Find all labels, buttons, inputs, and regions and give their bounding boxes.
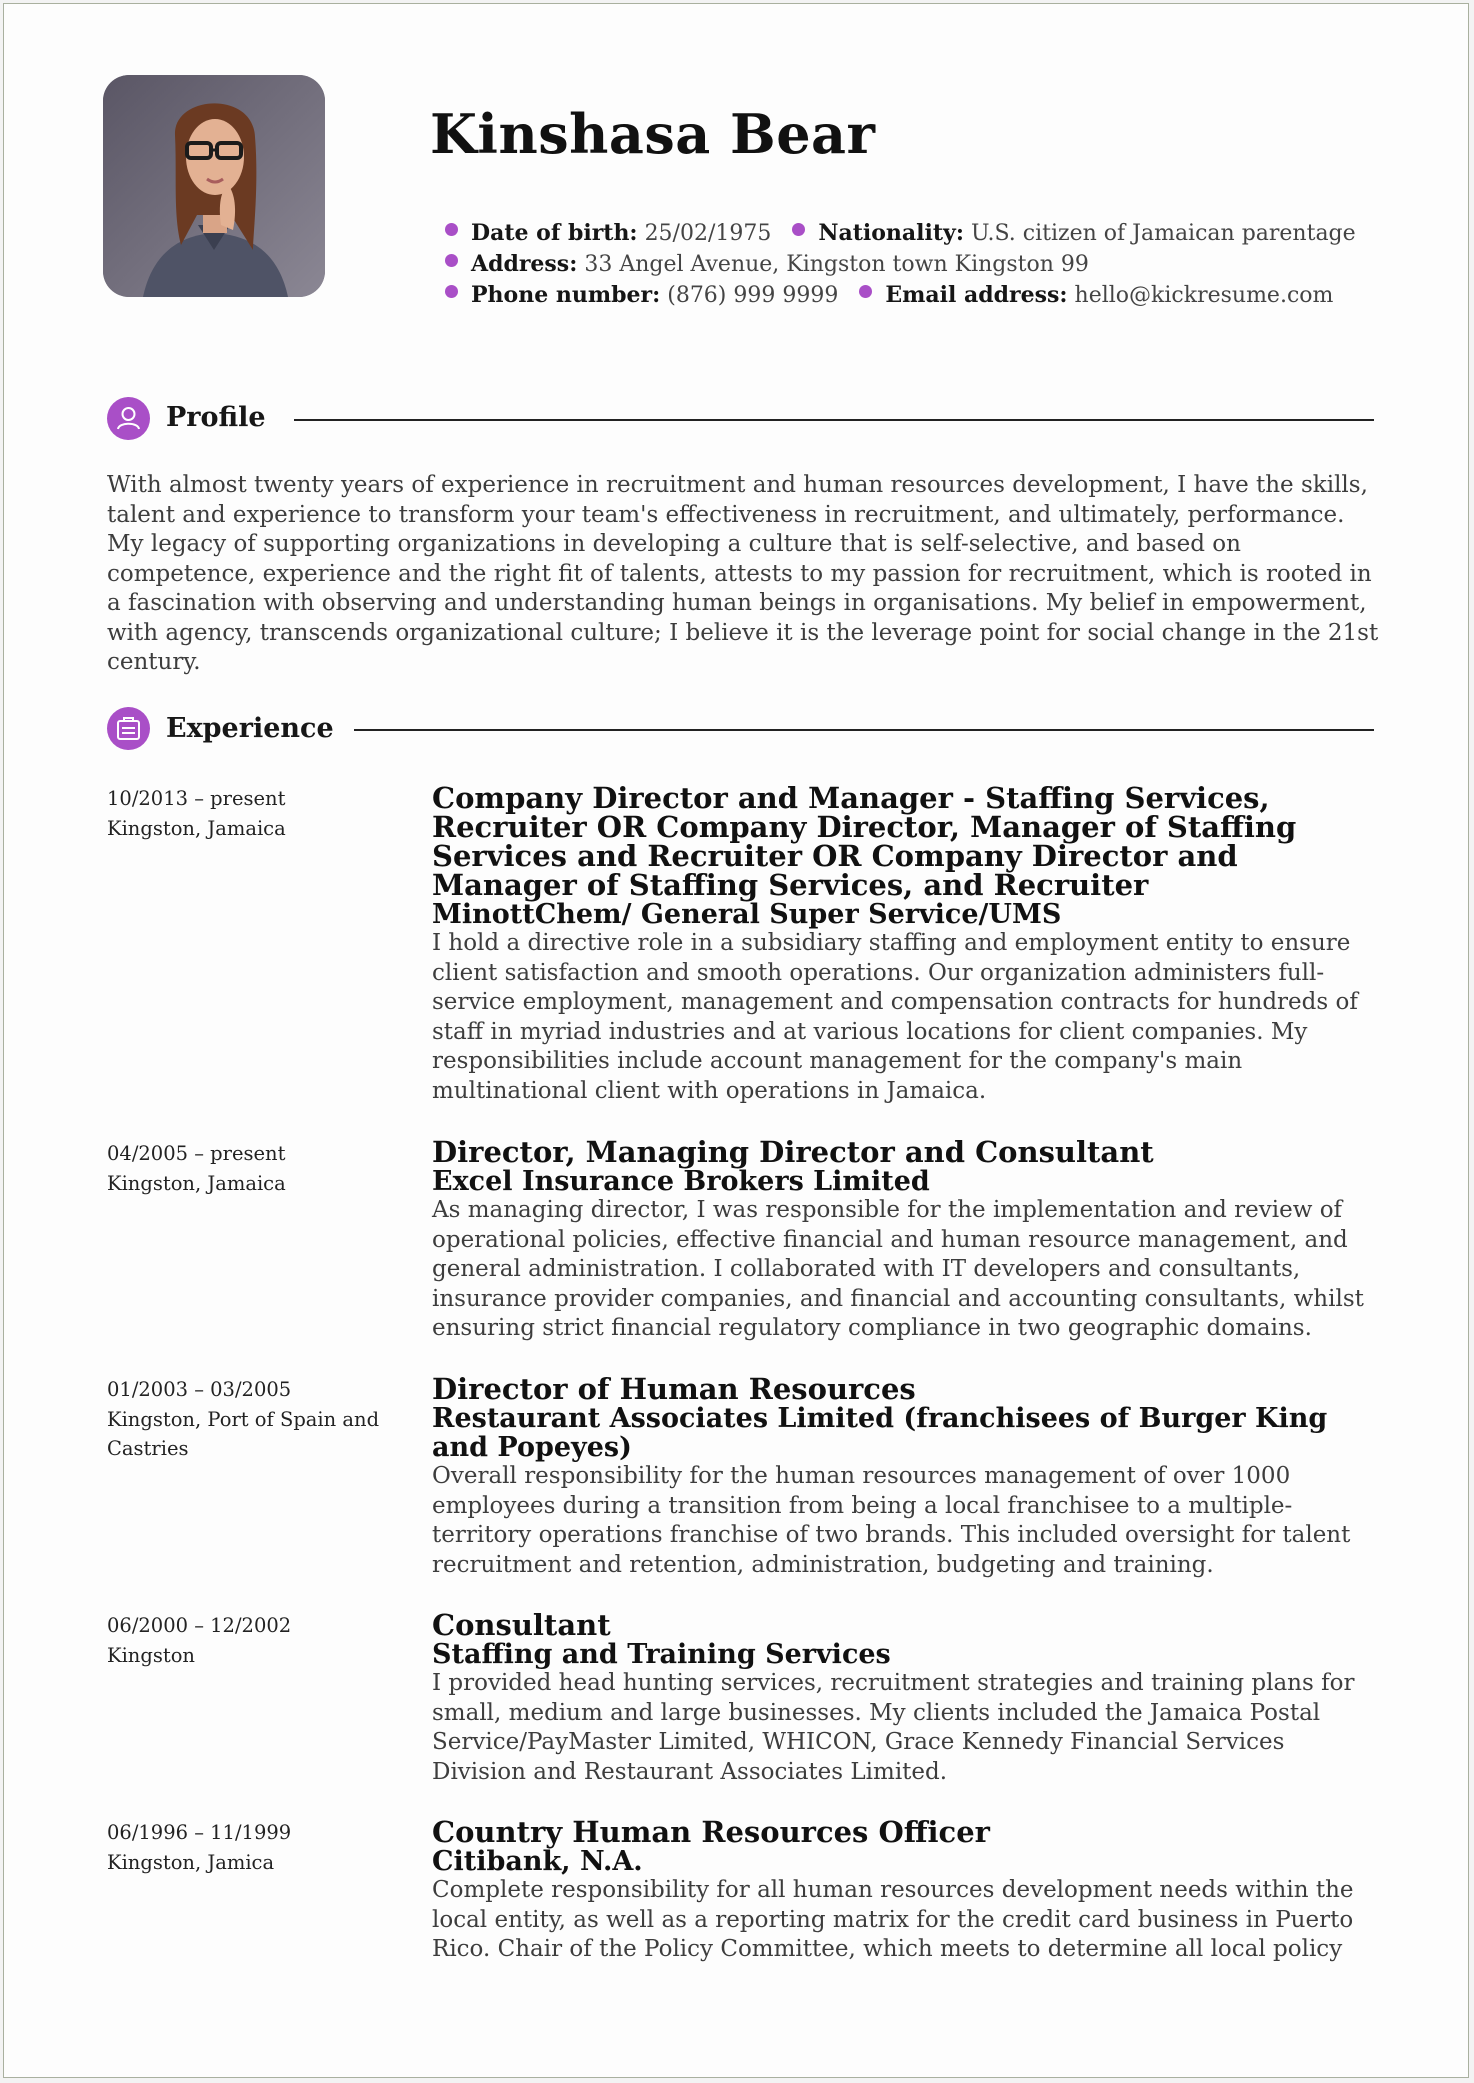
resume-page [3,3,1469,2078]
briefcase-icon [107,707,150,750]
job-title: Director of Human Resources [432,1372,916,1406]
section-title-profile: Profile [166,402,266,433]
company-name: Excel Insurance Brokers Limited [432,1166,930,1197]
bullet-dot-icon [445,285,458,298]
experience-entry [432,781,1377,1106]
experience-location: Kingston [107,1643,195,1667]
address-label: Address: [471,251,578,277]
phone-label: Phone number: [471,282,661,308]
job-description: I provided head hunting services, recruitment strategies and training plans for small, medium and large businesses. My clients included the Jamaica Postal Service/PayMaster Limited, WHICON, Grace Kennedy Financial Services Division and Restaurant Associates Limited. [432,1670,1355,1785]
profile-photo [103,75,325,297]
contact-row-2 [445,249,1356,280]
company-name: Citibank, N.A. [432,1846,643,1877]
experience-location: Kingston, Jamica [107,1850,275,1874]
nationality-value: U.S. citizen of Jamaican parentage [970,221,1356,246]
job-title: Director, Managing Director and Consultant [432,1135,1154,1169]
nationality-label: Nationality: [818,220,964,246]
experience-dates: 10/2013 – present [107,787,286,810]
section-divider [294,419,1374,421]
experience-meta [107,1818,397,1877]
email-value[interactable]: hello@kickresume.com [1074,283,1334,308]
experience-location: Kingston, Jamaica [107,1171,286,1195]
bullet-dot-icon [445,223,458,236]
bullet-dot-icon [445,254,458,267]
phone-value[interactable]: (876) 999 9999 [667,283,839,308]
experience-meta [107,1139,397,1198]
job-description: Overall responsibility for the human resources management of over 1000 employees during a transition from being a local franchisee to a multiple-territory operations franchise of two brands. This included oversight for talent recruitment and retention, administration, budgeting and training. [432,1463,1351,1578]
job-description: As managing director, I was responsible for the implementation and review of operational policies, effective financial and human resource management, and general administration. I collaborated with IT developers and consultants, insurance provider companies, and financial and accounting consultants, whilst ensuring strict financial regulatory compliance in two geographic domains. [432,1197,1364,1341]
candidate-name: Kinshasa Bear [430,102,876,166]
experience-entry [432,1372,1377,1580]
job-description: Complete responsibility for all human resources development needs within the local entity, as well as a reporting matrix for the credit card business in Puerto Rico. Chair of the Policy Committee, which meets to determine all local policy [432,1877,1354,1962]
experience-entry [432,1135,1377,1344]
dob-value: 25/02/1975 [644,221,772,246]
dob-label: Date of birth: [471,220,638,246]
experience-entry [432,1815,1377,1965]
company-name: MinottChem/ General Super Service/UMS [432,899,1062,930]
section-title-experience: Experience [166,713,334,744]
experience-meta [107,1611,397,1670]
experience-dates: 01/2003 – 03/2005 [107,1378,292,1401]
bullet-dot-icon [859,285,872,298]
experience-entry [432,1608,1377,1787]
email-label: Email address: [885,282,1068,308]
profile-summary: With almost twenty years of experience in recruitment and human resources development, I have the skills, talent and experience to transform your team's effectiveness in recruitment, and ultimately, performance. My legacy of supporting organizations in developing a culture that is self-selective, and based on competence, experience and the right fit of talents, attests to my passion for recruitment, which is rooted in a fascination with observing and understanding human beings in organisations. My belief in empowerment, with agency, transcends organizational culture; I believe it is the leverage point for social change in the 21st century. [107,472,1379,675]
contact-row-1 [445,218,1356,249]
portrait-illustration [103,75,325,297]
experience-location: Kingston, Port of Spain and Castries [107,1407,380,1460]
company-name: Restaurant Associates Limited (franchisees of Burger King and Popeyes) [432,1403,1328,1463]
experience-meta [107,1375,397,1464]
contact-details [445,218,1356,311]
bullet-dot-icon [792,223,805,236]
job-title: Company Director and Manager - Staffing Services, Recruiter OR Company Director, Manager of Staffing Services and Recruiter OR Company Director and Manager of Staffing Services, and Recruiter [432,781,1297,902]
job-description: I hold a directive role in a subsidiary staffing and employment entity to ensure client satisfaction and smooth operations. Our organization administers full-service employment, management and compensation contracts for hundreds of staff in myriad industries and at various locations for client companies. My responsibilities include account management for the company's main multinational client with operations in Jamaica. [432,930,1358,1104]
experience-dates: 06/1996 – 11/1999 [107,1821,292,1844]
job-title: Country Human Resources Officer [432,1815,990,1849]
company-name: Staffing and Training Services [432,1639,891,1670]
experience-meta [107,784,397,843]
contact-row-3 [445,280,1356,311]
experience-dates: 04/2005 – present [107,1142,286,1165]
experience-dates: 06/2000 – 12/2002 [107,1614,292,1637]
experience-location: Kingston, Jamaica [107,816,286,840]
address-value: 33 Angel Avenue, Kingston town Kingston 99 [584,252,1089,277]
person-icon [107,397,150,440]
section-divider [354,729,1374,731]
job-title: Consultant [432,1608,611,1642]
